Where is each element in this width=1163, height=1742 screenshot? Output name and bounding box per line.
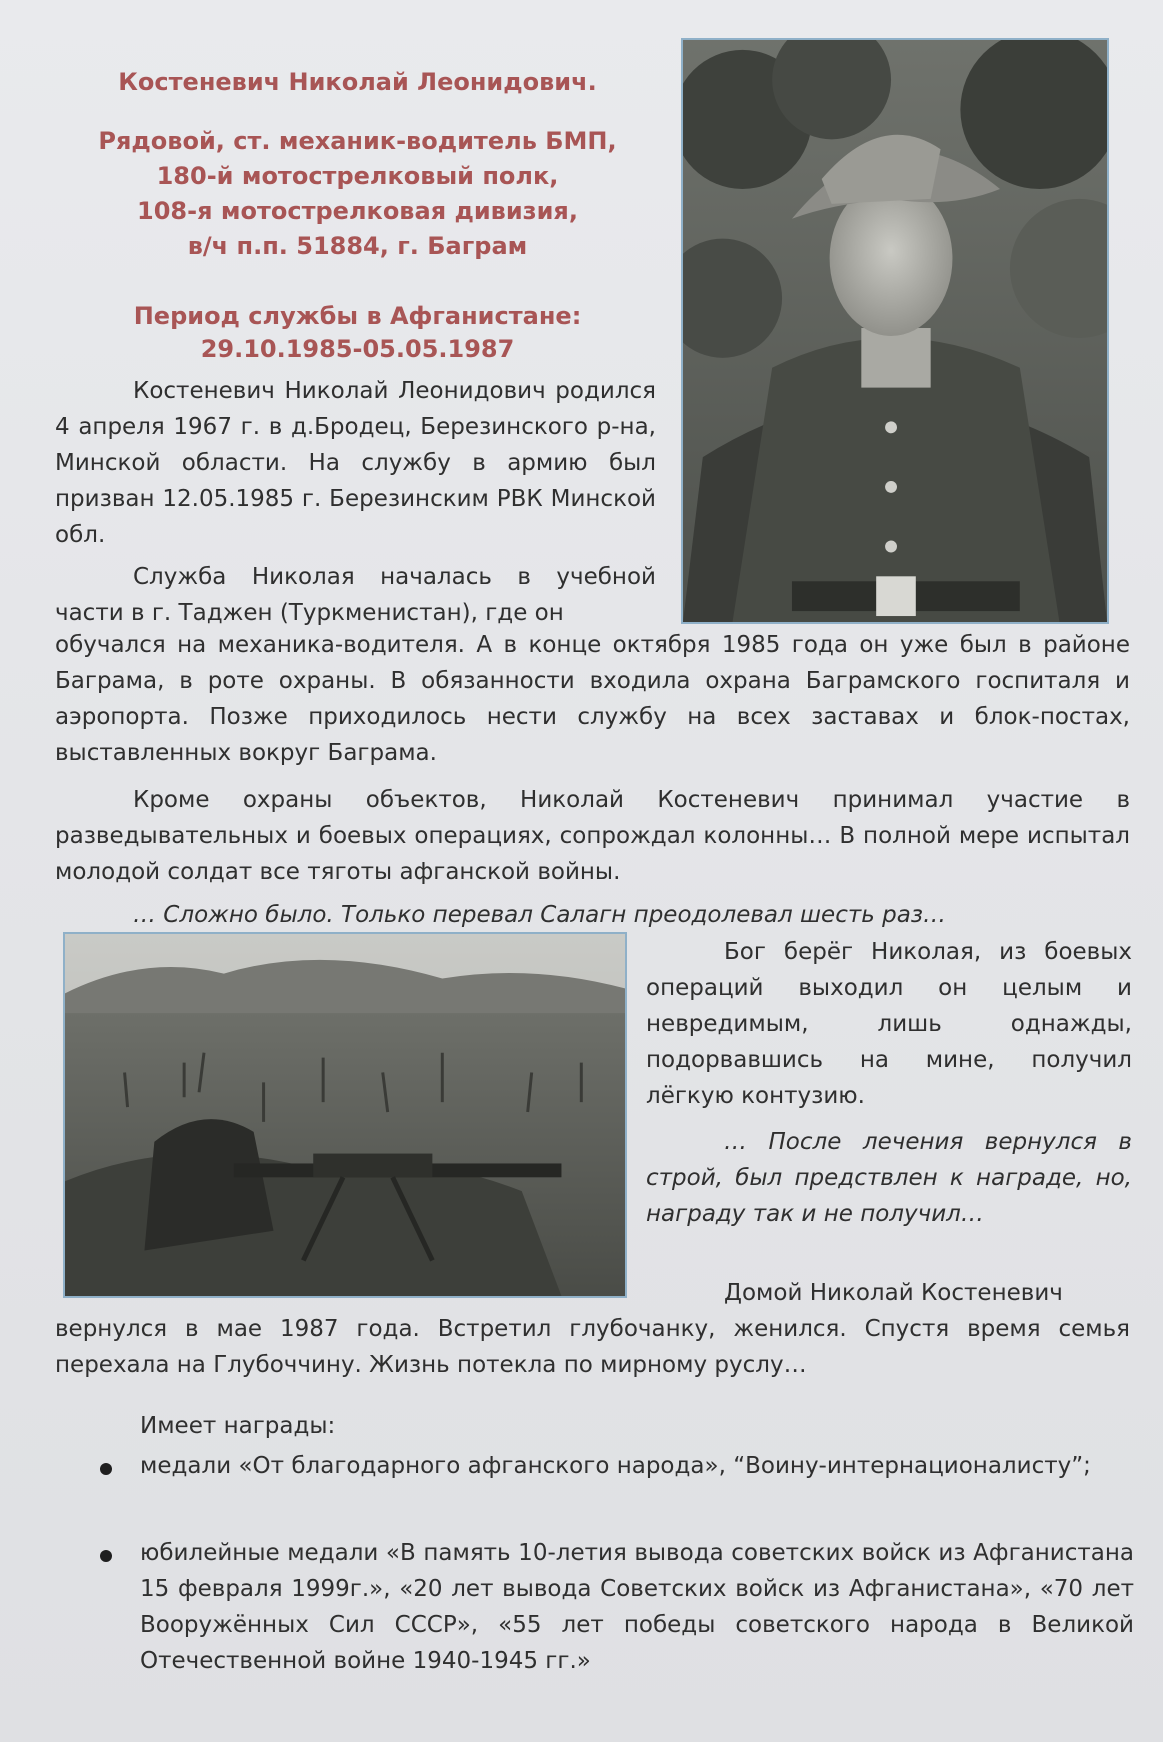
award-item: юбилейные медали «В память 10-летия вывода советских войск из Афганистана 15 февраля 1999г.», «20 лет вывода Советских войск из Афганистана», «70 лет Вооружённых Сил СССР», «55 лет победы советского народа в Великой Отечественной войне 1940-1945 гг.» [140, 1540, 1134, 1674]
service-continued-text: обучался на механика-водителя. А в конце октября 1985 года он уже был в районе Баграма, в роте охраны. В обязанности входила охрана Баграмского госпиталя и аэропорта. Позже приходилось нести службу на всех заставах и блок-постах, выставленных вокруг Баграма. [55, 632, 1130, 766]
salang-quote [55, 897, 1130, 933]
return-home-text: вернулся в мае 1987 года. Встретил глубочанку, женился. Спустя время семья перехала на Глубоччину. Жизнь потекла по мирному руслу… [55, 1316, 1130, 1378]
machine-gun-position-photo [63, 932, 627, 1298]
return-home-start [646, 1275, 1132, 1311]
rank-line: Рядовой, ст. механик-водитель БМП, [98, 127, 617, 155]
bullet-icon [100, 1463, 112, 1475]
service-period-dates: 29.10.1985-05.05.1987 [200, 335, 515, 363]
service-start-text: Служба Николая началась в учебной части в г. Таджен (Туркменистан), где он [55, 564, 656, 626]
contusion-paragraph [646, 934, 1132, 1114]
award-quote [646, 1124, 1132, 1232]
bullet-icon [100, 1550, 112, 1562]
service-period [55, 300, 660, 366]
document-header [55, 68, 660, 366]
award-quote-text: … После лечения вернулся в строй, был предствлен к награде, но, награду так и не получил… [646, 1129, 1132, 1227]
regiment-line: 180-й мотострелковый полк, [156, 162, 559, 190]
operations-text: Кроме охраны объектов, Николай Костеневич принимал участие в разведывательных и боевых операциях, сопрождал колонны… В полной мере испытал молодой солдат все тяготы афганской войны. [55, 787, 1130, 885]
unit-line: в/ч п.п. 51884, г. Баграм [187, 232, 528, 260]
biography-text: Костеневич Николай Леонидович родился 4 апреля 1967 г. в д.Бродец, Березинского р-на, Минской области. На службу в армию был призван 12.05.1985 г. Березинским РВК Минской обл. [55, 378, 656, 548]
service-period-label: Период службы в Афганистане: [133, 302, 582, 330]
division-line: 108-я мотострелковая дивизия, [137, 197, 578, 225]
contusion-text: Бог берёг Николая, из боевых операций выходил он целым и невредимым, лишь однажды, подорвавшись на мине, получил лёгкую контузию. [646, 939, 1132, 1109]
service-continued-paragraph [55, 627, 1130, 771]
person-name: Костеневич Николай Леонидович. [118, 68, 597, 96]
award-item: медали «От благодарного афганского народа», “Воину-интернационалисту”; [140, 1453, 1091, 1479]
awards-heading: Имеет награды: [140, 1413, 336, 1439]
salang-quote-text: … Сложно было. Только перевал Салагн преодолевал шесть раз… [133, 902, 947, 928]
return-home-start-text: Домой Николай Костеневич [724, 1280, 1063, 1306]
operations-paragraph [55, 782, 1130, 890]
soldier-portrait-photo [681, 38, 1109, 624]
biography-paragraph [55, 373, 656, 553]
return-home-paragraph [55, 1311, 1130, 1383]
service-start-paragraph [55, 559, 656, 631]
